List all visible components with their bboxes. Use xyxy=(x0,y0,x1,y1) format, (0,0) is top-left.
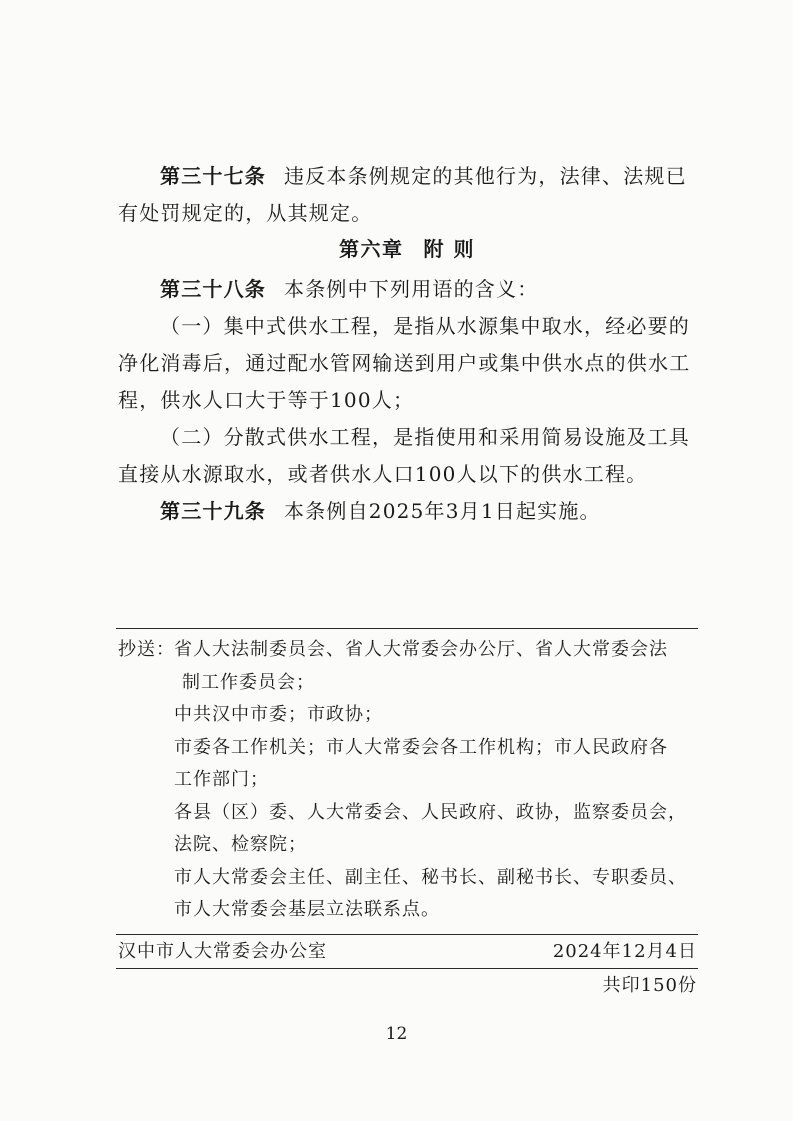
cc-list xyxy=(174,634,698,927)
issuer-bottom-rule xyxy=(116,968,698,969)
article-38 xyxy=(118,271,696,308)
cc-entry-line: 制工作委员会； xyxy=(182,671,315,693)
issue-date: 2024年12月4日 xyxy=(552,941,697,962)
article-39-heading: 第三十九条 xyxy=(160,499,266,523)
cc-block xyxy=(118,634,698,927)
article-38-text: 本条例中下列用语的含义： xyxy=(284,277,539,301)
cc-entry xyxy=(174,862,698,927)
cc-entry-line: 中共汉中市委；市政协； xyxy=(174,704,383,725)
article-38-heading: 第三十八条 xyxy=(160,277,266,301)
article-37-heading: 第三十七条 xyxy=(160,164,266,188)
chapter-title: 附 则 xyxy=(423,237,475,261)
issuing-office: 汉中市人大常委会办公室 xyxy=(118,941,327,962)
article-38-item-1: （一）集中式供水工程，是指从水源集中取水，经必要的净化消毒后，通过配水管网输送到用户或集中供水点的供水工程，供水人口大于等于100人； xyxy=(118,314,691,412)
article-37-text: 违反本条例规定的其他行为，法律、法规已有处罚规定的，从其规定。 xyxy=(118,164,687,225)
print-copies: 共印150份 xyxy=(602,975,697,996)
chapter-number: 第六章 xyxy=(339,237,404,261)
chapter-heading xyxy=(118,234,696,264)
cc-label: 抄送： xyxy=(118,639,175,660)
cc-entry xyxy=(174,797,698,862)
cc-entry-line: 各县（区）委、人大常委会、人民政府、政协，监察委员会， xyxy=(174,801,687,823)
cc-entry-line: 市人大常委会基层立法联系点。 xyxy=(174,899,440,920)
cc-top-rule xyxy=(116,628,698,629)
article-38-item-2: （二）分散式供水工程，是指使用和采用简易设施及工具直接从水源取水，或者供水人口100人以下的供水工程。 xyxy=(118,425,690,486)
page-number: 12 xyxy=(385,1024,408,1044)
article-37 xyxy=(118,158,696,232)
cc-entry-line: 省人大法制委员会、省人大常委会办公厅、省人大常委会法 xyxy=(174,639,668,660)
cc-entry-line: 市委各工作机关；市人大常委会各工作机构；市人民政府各 xyxy=(174,736,668,758)
cc-entry-line: 工作部门； xyxy=(174,769,269,790)
cc-entry xyxy=(174,699,698,732)
article-39 xyxy=(118,493,696,530)
cc-entry xyxy=(174,634,698,699)
cc-entry-line: 市人大常委会主任、副主任、秘书长、副秘书长、专职委员、 xyxy=(174,866,687,888)
article-39-text: 本条例自2025年3月1日起实施。 xyxy=(284,499,601,523)
cc-entry xyxy=(174,732,698,797)
cc-entry-line: 法院、检察院； xyxy=(174,834,307,855)
issuer-top-rule xyxy=(116,934,698,935)
